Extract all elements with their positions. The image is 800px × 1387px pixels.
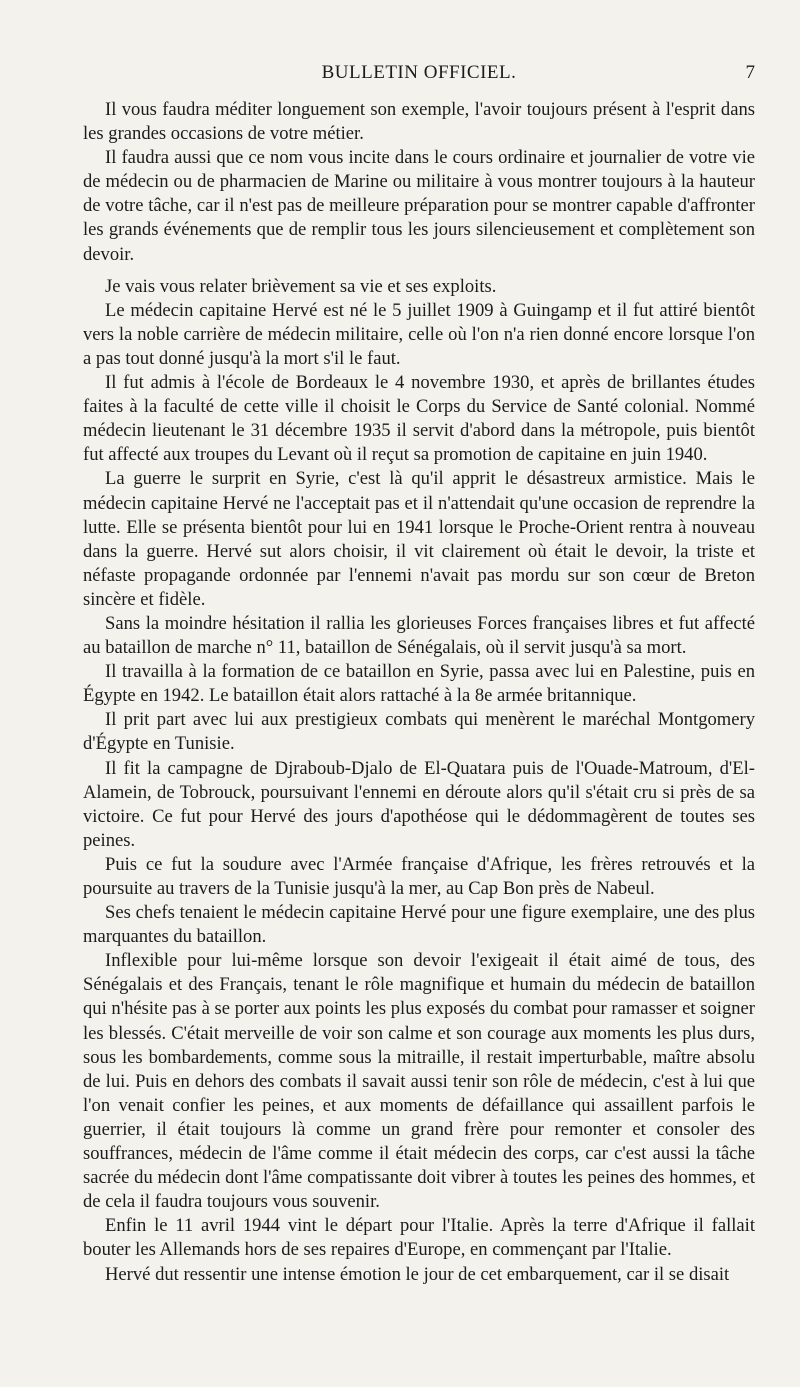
page-header: [83, 60, 755, 90]
paragraph: Il faudra aussi que ce nom vous incite dans le cours ordinaire et journalier de votre vie de médecin ou de pharmacien de Marine ou militaire à vous montrer toujours à la hauteur de votre tâche, car il n'est pas de meilleure préparation pour se montrer capable d'affronter les grands événements que de remplir tous les jours silencieusement et complètement son devoir.: [83, 147, 755, 265]
paragraph: La guerre le surprit en Syrie, c'est là qu'il apprit le désastreux armistice. Mais le médecin capitaine Hervé ne l'acceptait pas et il n'attendait qu'une occasion de reprendre la lutte. Elle se présenta bientôt pour lui en 1941 lorsque le Proche-Orient rentra à nouveau dans la guerre. Hervé sut alors choisir, il vit clairement où était le devoir, la triste et néfaste propagande ordonnée par l'ennemi n'avait pas mordu sur son cœur de Breton sincère et fidèle.: [83, 468, 755, 610]
paragraph: Il vous faudra méditer longuement son exemple, l'avoir toujours présent à l'esprit dans les grandes occasions de votre métier.: [83, 99, 755, 145]
paragraph: Sans la moindre hésitation il rallia les glorieuses Forces françaises libres et fut affecté au bataillon de marche n° 11, bataillon de Sénégalais, où il servit jusqu'à sa mort.: [83, 612, 755, 659]
paragraph: Inflexible pour lui-même lorsque son devoir l'exigeait il était aimé de tous, des Sénégalais et des Français, tenant le rôle magnifique et humain du médecin de bataillon qui n'hésite pas à se porter aux points les plus exposés du combat pour ramasser et soigner les blessés. C'était merveille de voir son calme et son courage aux moments les plus durs, sous les bombardements, comme sous la mitraille, il restait imperturbable, maître absolu de lui. Puis en dehors des combats il savait aussi tenir son rôle de médecin, c'est à lui que l'on venait confier les peines, et aux moments de défaillance qui assaillent parfois le guerrier, il était toujours là comme un grand frère pour remonter et consoler des souffrances, médecin de l'âme comme il était médecin des corps, car c'est aussi la tâche sacrée du médecin dont l'âme compatissante doit vibrer à toutes les peines des hommes, et de cela il faudra toujours vous souvenir.: [83, 950, 755, 1213]
page-number: 7: [745, 62, 755, 83]
paragraph: Puis ce fut la soudure avec l'Armée française d'Afrique, les frères retrouvés et la poursuite au travers de la Tunisie jusqu'à la mer, au Cap Bon près de Nabeul.: [83, 853, 755, 899]
paragraph: Je vais vous relater brièvement sa vie et ses exploits.: [105, 275, 497, 297]
paragraph: Ses chefs tenaient le médecin capitaine Hervé pour une figure exemplaire, une des plus marquantes du bataillon.: [83, 902, 755, 948]
paragraph: Il travailla à la formation de ce bataillon en Syrie, passa avec lui en Palestine, puis en Égypte en 1942. Le bataillon était alors rattaché à la 8e armée britannique.: [83, 661, 755, 707]
paragraph: Il fut admis à l'école de Bordeaux le 4 novembre 1930, et après de brillantes études faites à la faculté de cette ville il choisit le Corps du Service de Santé colonial. Nommé médecin lieutenant le 31 décembre 1935 il servit d'abord dans la métropole, puis bientôt fut affecté aux troupes du Levant où il reçut sa promotion de capitaine en juin 1940.: [83, 372, 755, 466]
paragraph: Enfin le 11 avril 1944 vint le départ pour l'Italie. Après la terre d'Afrique il fallait bouter les Allemands hors de ses repaires d'Europe, en commençant par l'Italie.: [83, 1215, 755, 1261]
paragraph: Il prit part avec lui aux prestigieux combats qui menèrent le maréchal Montgomery d'Égypte en Tunisie.: [83, 709, 755, 755]
body-text: [83, 98, 755, 1287]
paragraph: Il fit la campagne de Djraboub-Djalo de El-Quatara puis de l'Ouade-Matroum, d'El-Alamein, de Tobrouck, poursuivant l'ennemi en déroute alors qu'il s'était cru si près de sa victoire. Ce fut pour Hervé des jours d'apothéose qui le dédommagèrent de toutes ses peines.: [83, 757, 755, 851]
running-title: BULLETIN OFFICIEL.: [321, 62, 517, 83]
paragraph: Hervé dut ressentir une intense émotion le jour de cet embarquement, car il se disait: [105, 1263, 730, 1285]
paragraph: Le médecin capitaine Hervé est né le 5 juillet 1909 à Guingamp et il fut attiré bientôt vers la noble carrière de médecin militaire, celle où l'on n'a rien donné encore lorsque l'on a pas tout donné jusqu'à la mort s'il le faut.: [83, 299, 755, 369]
